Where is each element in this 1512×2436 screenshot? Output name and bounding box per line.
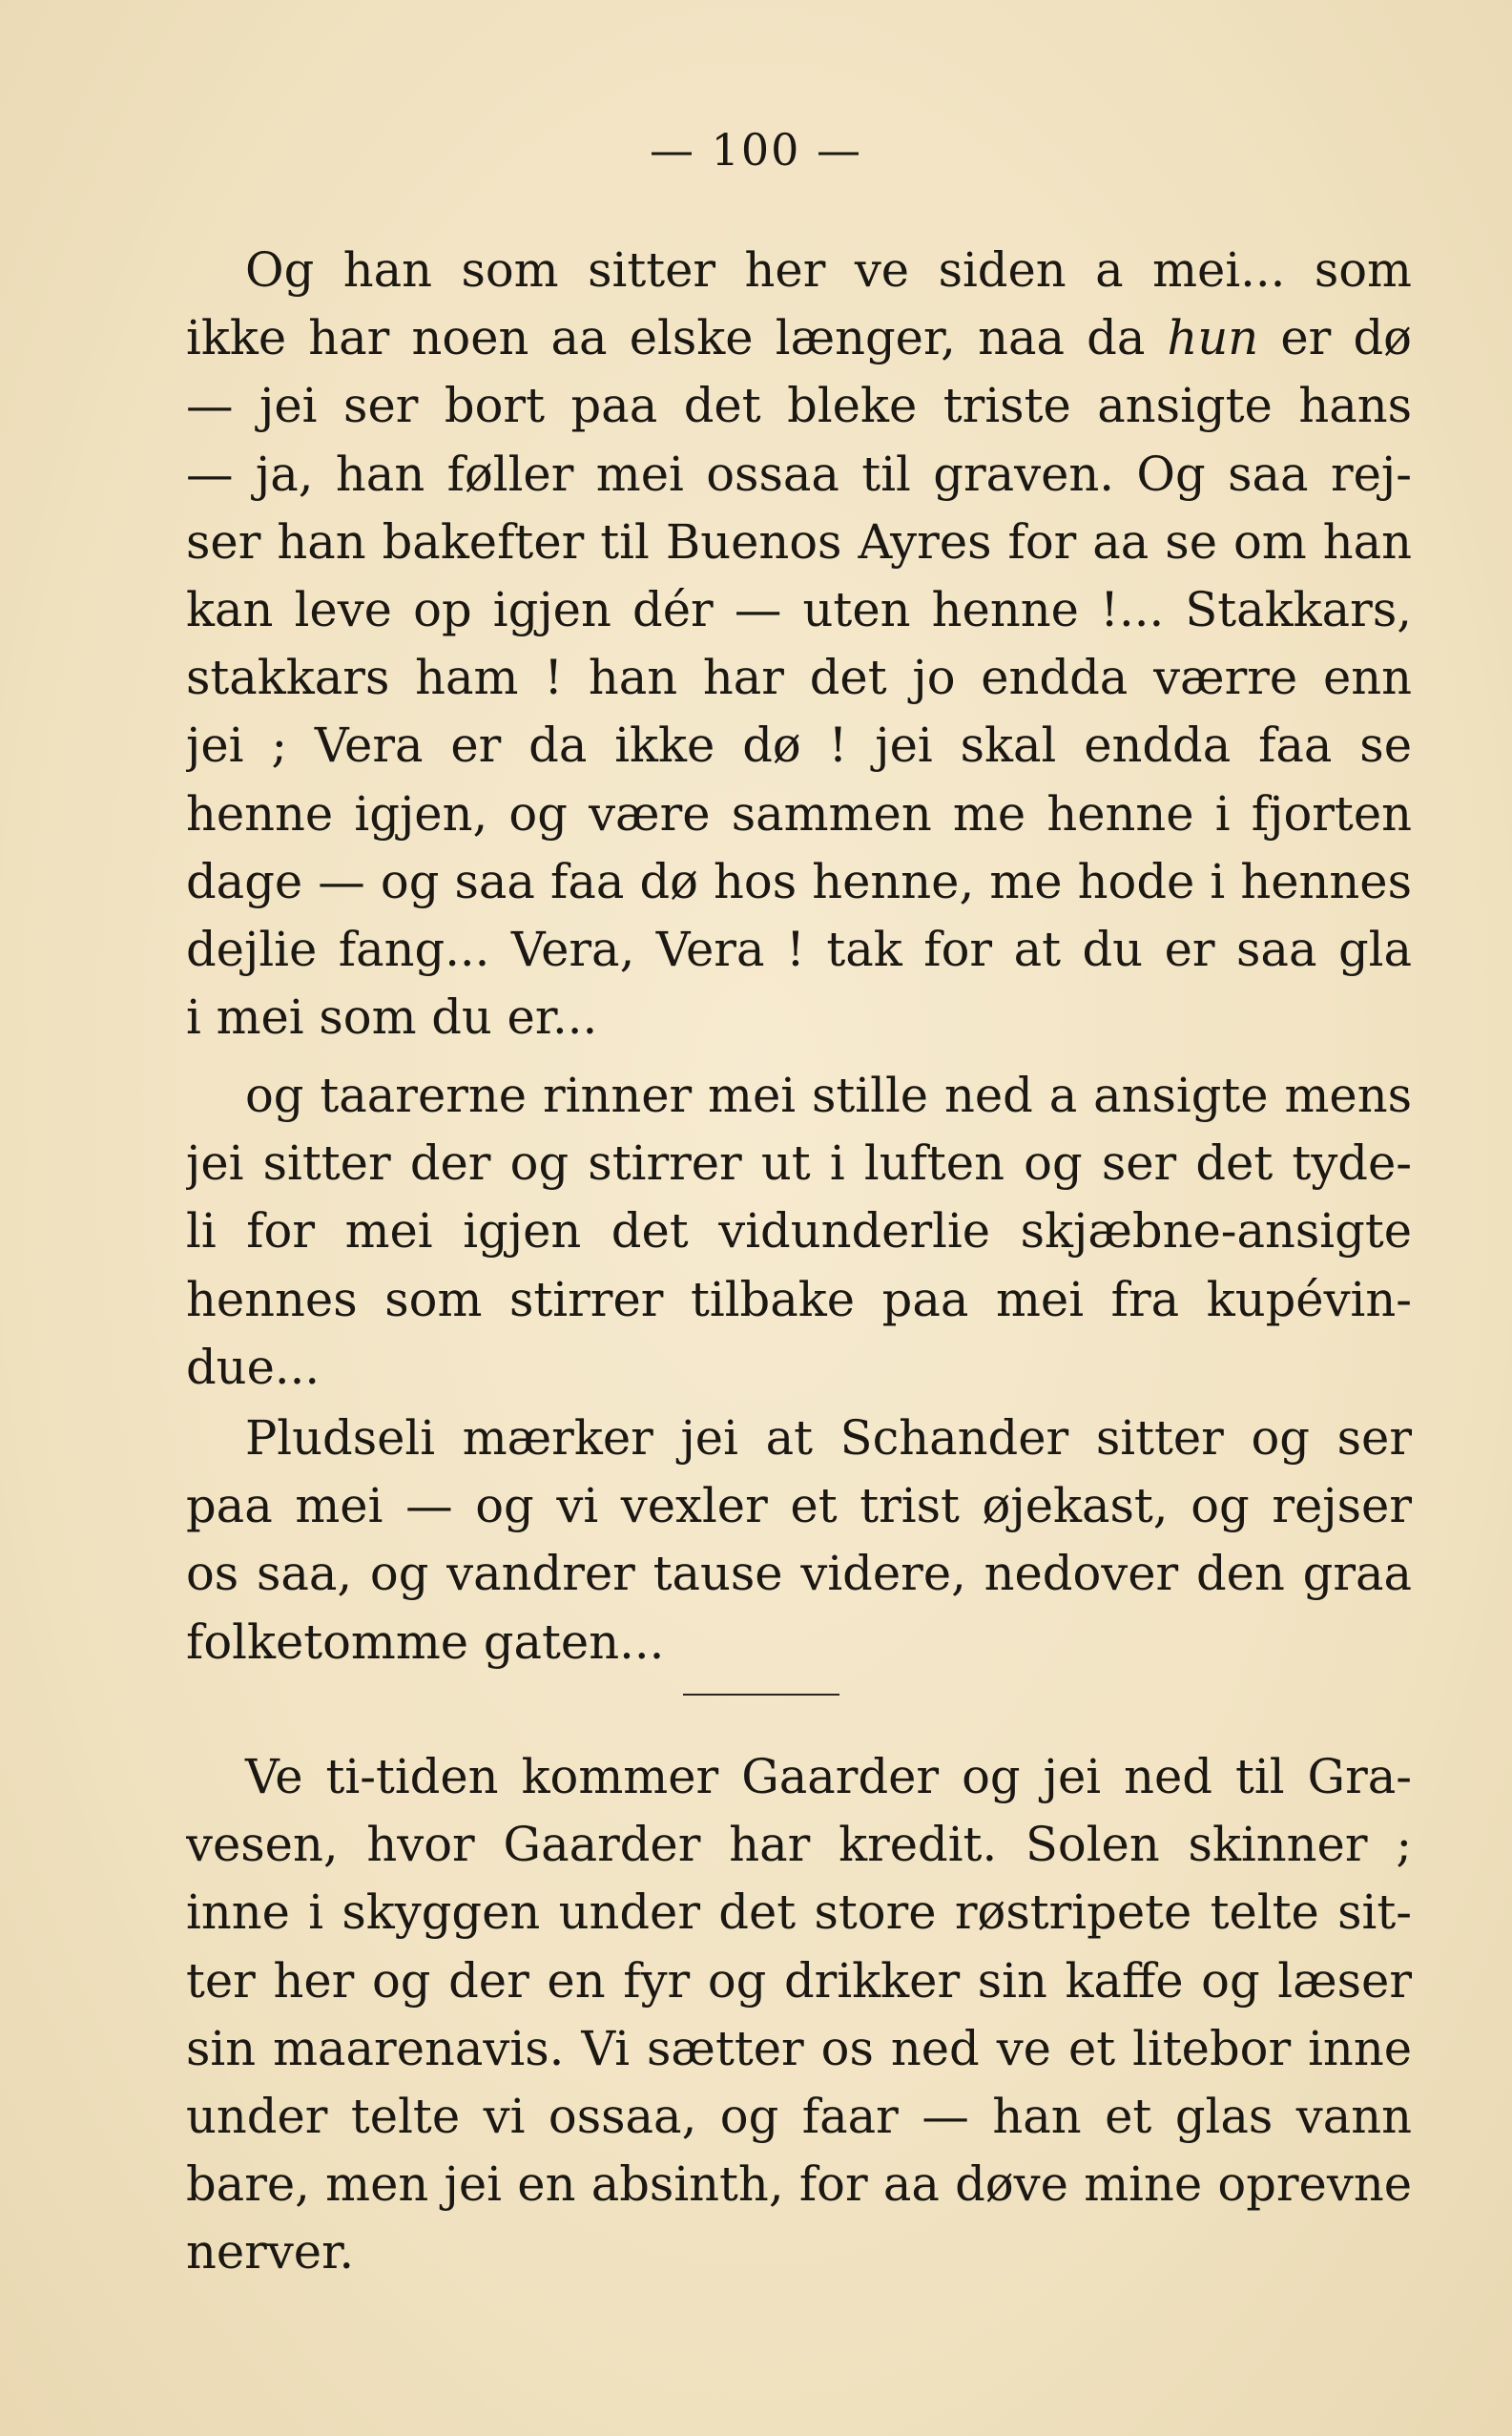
text-fragment: er dø [1258, 310, 1412, 366]
text-line: — jei ser bort paa det bleke triste ansigte hans [186, 378, 1412, 434]
text-line: nerver. [186, 2224, 355, 2280]
text-line: Ve ti-tiden kommer Gaarder og jei ned til Gra- [245, 1749, 1412, 1804]
text-line: due... [186, 1339, 321, 1395]
text-line: henne igjen, og være sammen me henne i fjorten [186, 785, 1412, 842]
text-line: os saa, og vandrer tause videre, nedover den graa [186, 1546, 1412, 1602]
text-line: bare, men jei en absinth, for aa døve mine oprevne [186, 2156, 1412, 2213]
text-line: sin maarenavis. Vi sætter os ned ve et litebor inne [186, 2020, 1412, 2076]
paragraph-3 [186, 1405, 1412, 1676]
text-line: og taarerne rinner mei stille ned a ansigte mens [245, 1068, 1412, 1123]
text-line: hennes som stirrer tilbake paa mei fra kupévin- [186, 1271, 1412, 1327]
text-fragment: ikke har noen aa elske længer, naa da [186, 310, 1168, 366]
text-line: i mei som du er... [186, 989, 598, 1046]
text-line: Og han som sitter her ve siden a mei... som [245, 242, 1412, 298]
page-number: — 100 — [649, 124, 863, 176]
text-line: paa mei — og vi vexler et trist øjekast, og rejser [186, 1478, 1412, 1534]
text-line: Pludseli mærker jei at Schander sitter og ser [245, 1410, 1412, 1466]
text-line: ser han bakefter til Buenos Ayres for aa se om han [186, 513, 1412, 570]
text-line: inne i skyggen under det store røstripete telte sit- [186, 1884, 1412, 1941]
text-line: stakkars ham ! han har det jo endda værre enn [186, 650, 1412, 706]
paragraph-1 [186, 237, 1412, 1051]
paragraph-4 [186, 1743, 1412, 2287]
text-line: jei sitter der og stirrer ut i luften og ser det tyde- [186, 1135, 1412, 1192]
text-line: under telte vi ossaa, og faar — han et glas vann [186, 2088, 1412, 2144]
text-line: kan leve op igjen dér — uten henne !... Stakkars, [186, 581, 1412, 637]
text-line: — ja, han føller mei ossaa til graven. Og saa rej- [186, 446, 1412, 502]
text-line: vesen, hvor Gaarder har kredit. Solen skinner ; [186, 1817, 1412, 1873]
text-line: ter her og der en fyr og drikker sin kaffe og læser [186, 1952, 1412, 2009]
section-divider [683, 1694, 839, 1696]
text-line: folketomme gaten... [186, 1614, 665, 1670]
text-line: dage — og saa faa dø hos henne, me hode i hennes [186, 853, 1412, 909]
paragraph-2 [186, 1062, 1412, 1402]
text-line: li for mei igjen det vidunderlie skjæbne-ansigte [186, 1203, 1412, 1260]
text-line-with-italic [186, 304, 1412, 372]
text-line: dejlie fang... Vera, Vera ! tak for at du er saa gla [186, 921, 1412, 977]
emphasis-hun: hun [1167, 310, 1259, 366]
text-line: jei ; Vera er da ikke dø ! jei skal endda faa se [186, 718, 1412, 774]
